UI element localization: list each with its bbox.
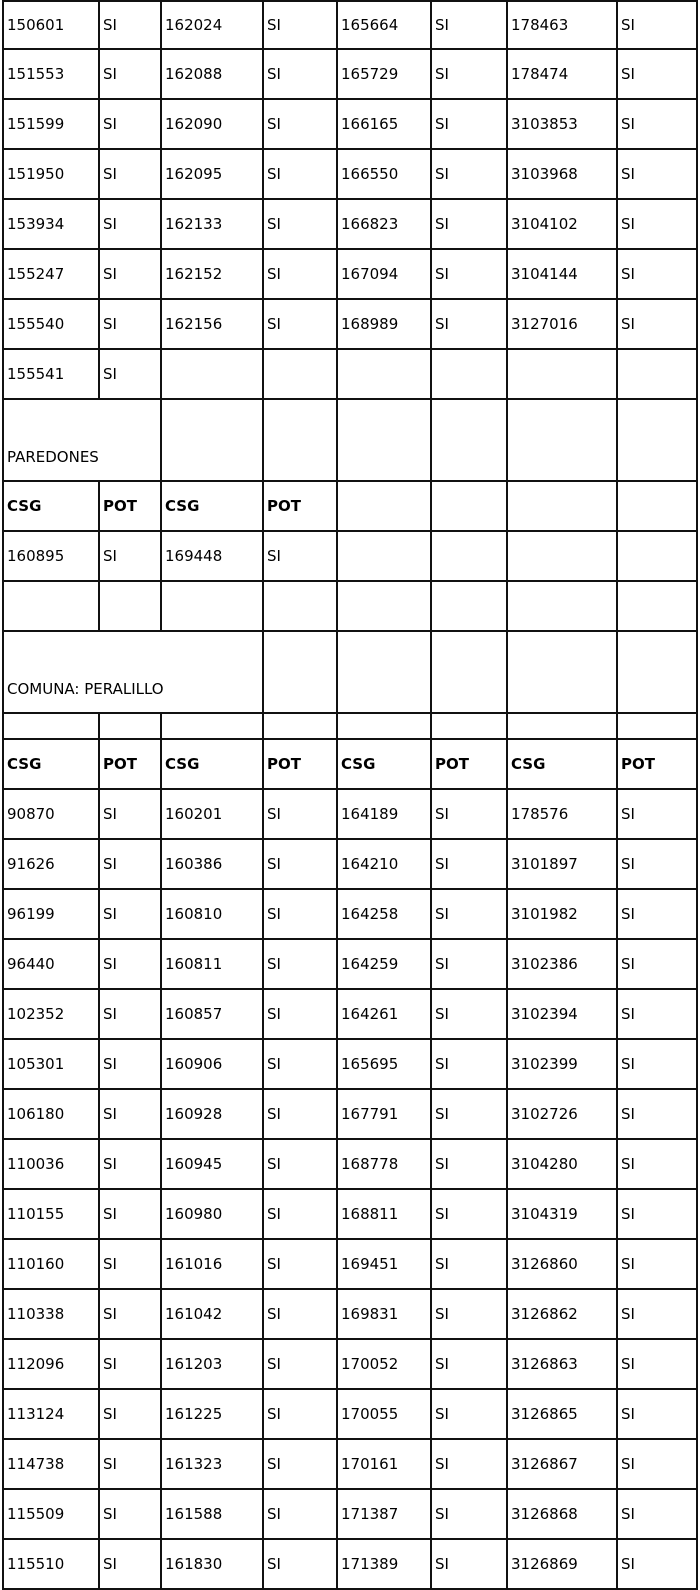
csg-cell: 164210: [338, 840, 432, 890]
empty-cell: [508, 582, 618, 632]
csg-cell: 3126863: [508, 1340, 618, 1390]
csg-header: CSG: [162, 740, 264, 790]
csg-cell: 3101897: [508, 840, 618, 890]
empty-cell: [508, 714, 618, 740]
csg-cell: 168989: [338, 300, 432, 350]
pot-cell: SI: [100, 350, 162, 400]
csg-cell: 164259: [338, 940, 432, 990]
csg-cell: 3103968: [508, 150, 618, 200]
csg-header: CSG: [162, 482, 264, 532]
csg-cell: 162095: [162, 150, 264, 200]
pot-header: POT: [618, 740, 698, 790]
empty-cell: [338, 714, 432, 740]
pot-cell: SI: [100, 1490, 162, 1540]
csg-cell: 155541: [2, 350, 100, 400]
csg-header: [338, 482, 432, 532]
pot-cell: SI: [100, 890, 162, 940]
pot-cell: SI: [100, 1090, 162, 1140]
pot-cell: [618, 350, 698, 400]
pot-cell: SI: [100, 1240, 162, 1290]
pot-cell: SI: [264, 532, 338, 582]
csg-cell: 162024: [162, 0, 264, 50]
csg-cell: 3127016: [508, 300, 618, 350]
pot-cell: SI: [432, 790, 508, 840]
csg-cell: 170161: [338, 1440, 432, 1490]
csg-cell: 161323: [162, 1440, 264, 1490]
document-table: [2, 0, 698, 1573]
pot-cell: SI: [264, 1340, 338, 1390]
csg-cell: 160811: [162, 940, 264, 990]
pot-cell: SI: [432, 940, 508, 990]
csg-cell: 155247: [2, 250, 100, 300]
pot-cell: SI: [432, 50, 508, 100]
csg-cell: 166165: [338, 100, 432, 150]
pot-cell: SI: [618, 940, 698, 990]
csg-cell: 167791: [338, 1090, 432, 1140]
csg-cell: [508, 532, 618, 582]
csg-cell: 3102726: [508, 1090, 618, 1140]
pot-cell: SI: [618, 1340, 698, 1390]
pot-cell: SI: [264, 990, 338, 1040]
empty-cell: [338, 582, 432, 632]
pot-cell: SI: [100, 940, 162, 990]
csg-cell: 160895: [2, 532, 100, 582]
pot-cell: SI: [264, 840, 338, 890]
pot-cell: SI: [432, 1440, 508, 1490]
pot-cell: SI: [100, 150, 162, 200]
pot-cell: SI: [618, 840, 698, 890]
csg-cell: 160201: [162, 790, 264, 840]
pot-cell: SI: [432, 1390, 508, 1440]
csg-cell: 91626: [2, 840, 100, 890]
csg-cell: 110036: [2, 1140, 100, 1190]
csg-header: CSG: [508, 740, 618, 790]
csg-cell: 169448: [162, 532, 264, 582]
pot-cell: [618, 532, 698, 582]
pot-cell: SI: [432, 1290, 508, 1340]
pot-cell: SI: [618, 790, 698, 840]
pot-header: POT: [432, 740, 508, 790]
pot-cell: SI: [432, 1240, 508, 1290]
csg-cell: 151553: [2, 50, 100, 100]
csg-cell: 161588: [162, 1490, 264, 1540]
empty-cell: [618, 582, 698, 632]
pot-cell: SI: [264, 890, 338, 940]
csg-cell: 114738: [2, 1440, 100, 1490]
pot-header: POT: [264, 740, 338, 790]
csg-cell: 160980: [162, 1190, 264, 1240]
pot-cell: SI: [432, 300, 508, 350]
pot-cell: SI: [432, 1090, 508, 1140]
pot-cell: [432, 532, 508, 582]
csg-cell: 178576: [508, 790, 618, 840]
pot-cell: [432, 350, 508, 400]
empty-cell: [432, 714, 508, 740]
section-label: COMUNA: PERALILLO: [2, 632, 264, 714]
pot-cell: SI: [618, 990, 698, 1040]
pot-cell: SI: [100, 790, 162, 840]
csg-cell: 161203: [162, 1340, 264, 1390]
pot-cell: SI: [432, 100, 508, 150]
csg-cell: 165729: [338, 50, 432, 100]
csg-cell: 102352: [2, 990, 100, 1040]
empty-cell: [264, 632, 338, 714]
csg-cell: 151950: [2, 150, 100, 200]
csg-cell: 166550: [338, 150, 432, 200]
csg-cell: 3103853: [508, 100, 618, 150]
csg-cell: 3104319: [508, 1190, 618, 1240]
csg-cell: 3104102: [508, 200, 618, 250]
pot-header: [432, 482, 508, 532]
empty-cell: [508, 632, 618, 714]
empty-cell: [2, 714, 100, 740]
pot-cell: SI: [432, 1540, 508, 1590]
csg-cell: 162152: [162, 250, 264, 300]
csg-cell: 170055: [338, 1390, 432, 1440]
pot-header: POT: [264, 482, 338, 532]
pot-cell: SI: [264, 1090, 338, 1140]
pot-cell: SI: [618, 200, 698, 250]
csg-cell: 160810: [162, 890, 264, 940]
empty-cell: [264, 400, 338, 482]
csg-cell: 162133: [162, 200, 264, 250]
csg-cell: 169451: [338, 1240, 432, 1290]
pot-cell: SI: [264, 200, 338, 250]
empty-cell: [264, 714, 338, 740]
pot-cell: SI: [618, 100, 698, 150]
pot-cell: SI: [432, 1190, 508, 1240]
csg-cell: 161225: [162, 1390, 264, 1440]
empty-cell: [432, 582, 508, 632]
csg-header: CSG: [2, 740, 100, 790]
csg-cell: 178463: [508, 0, 618, 50]
pot-cell: SI: [618, 1240, 698, 1290]
csg-cell: 162156: [162, 300, 264, 350]
csg-cell: 3102386: [508, 940, 618, 990]
pot-cell: SI: [264, 1140, 338, 1190]
pot-cell: SI: [618, 890, 698, 940]
pot-cell: SI: [432, 0, 508, 50]
empty-cell: [618, 400, 698, 482]
empty-cell: [338, 400, 432, 482]
csg-cell: 3126869: [508, 1540, 618, 1590]
pot-cell: SI: [100, 1140, 162, 1190]
csg-cell: 162088: [162, 50, 264, 100]
pot-cell: SI: [264, 1540, 338, 1590]
pot-cell: SI: [100, 1440, 162, 1490]
csg-cell: 164261: [338, 990, 432, 1040]
pot-cell: SI: [618, 250, 698, 300]
pot-cell: SI: [618, 1490, 698, 1540]
pot-cell: SI: [618, 1090, 698, 1140]
pot-cell: SI: [264, 790, 338, 840]
csg-cell: 115510: [2, 1540, 100, 1590]
csg-cell: 161016: [162, 1240, 264, 1290]
csg-cell: 155540: [2, 300, 100, 350]
pot-cell: SI: [618, 1540, 698, 1590]
csg-cell: 169831: [338, 1290, 432, 1340]
pot-cell: SI: [264, 100, 338, 150]
csg-cell: 165664: [338, 0, 432, 50]
pot-cell: SI: [264, 250, 338, 300]
section-label: PAREDONES: [2, 400, 162, 482]
csg-header: CSG: [338, 740, 432, 790]
csg-cell: 3102399: [508, 1040, 618, 1090]
csg-cell: 160857: [162, 990, 264, 1040]
pot-cell: SI: [432, 1140, 508, 1190]
pot-cell: SI: [100, 50, 162, 100]
pot-cell: SI: [618, 1190, 698, 1240]
pot-cell: SI: [618, 0, 698, 50]
pot-cell: SI: [264, 940, 338, 990]
csg-cell: 3126865: [508, 1390, 618, 1440]
csg-cell: 167094: [338, 250, 432, 300]
pot-header: [618, 482, 698, 532]
empty-cell: [508, 400, 618, 482]
empty-cell: [618, 714, 698, 740]
pot-cell: SI: [432, 150, 508, 200]
csg-cell: 150601: [2, 0, 100, 50]
csg-cell: 3104144: [508, 250, 618, 300]
csg-cell: 164258: [338, 890, 432, 940]
pot-cell: SI: [100, 0, 162, 50]
pot-cell: SI: [618, 50, 698, 100]
pot-cell: SI: [432, 200, 508, 250]
pot-cell: SI: [264, 1040, 338, 1090]
csg-cell: 178474: [508, 50, 618, 100]
pot-cell: SI: [432, 840, 508, 890]
pot-cell: SI: [100, 840, 162, 890]
csg-cell: [162, 350, 264, 400]
pot-cell: SI: [100, 1340, 162, 1390]
pot-cell: [264, 350, 338, 400]
empty-cell: [432, 400, 508, 482]
csg-cell: [508, 350, 618, 400]
csg-cell: 110338: [2, 1290, 100, 1340]
empty-cell: [100, 714, 162, 740]
csg-cell: 162090: [162, 100, 264, 150]
pot-cell: SI: [618, 1140, 698, 1190]
pot-cell: SI: [100, 100, 162, 150]
pot-cell: SI: [618, 1290, 698, 1340]
pot-cell: SI: [100, 1390, 162, 1440]
empty-cell: [2, 582, 100, 632]
csg-cell: 165695: [338, 1040, 432, 1090]
empty-cell: [162, 400, 264, 482]
empty-cell: [162, 714, 264, 740]
pot-cell: SI: [264, 1190, 338, 1240]
csg-cell: 168811: [338, 1190, 432, 1240]
csg-cell: 170052: [338, 1340, 432, 1390]
pot-cell: SI: [618, 1040, 698, 1090]
csg-cell: 110160: [2, 1240, 100, 1290]
csg-cell: 164189: [338, 790, 432, 840]
pot-cell: SI: [432, 1340, 508, 1390]
pot-cell: SI: [432, 250, 508, 300]
pot-cell: SI: [264, 1490, 338, 1540]
csg-cell: 3126868: [508, 1490, 618, 1540]
csg-cell: 3101982: [508, 890, 618, 940]
csg-cell: 151599: [2, 100, 100, 150]
pot-cell: SI: [100, 1290, 162, 1340]
csg-cell: 160928: [162, 1090, 264, 1140]
csg-cell: 105301: [2, 1040, 100, 1090]
pot-cell: SI: [100, 200, 162, 250]
pot-cell: SI: [432, 890, 508, 940]
csg-cell: 160906: [162, 1040, 264, 1090]
pot-cell: SI: [618, 300, 698, 350]
csg-cell: 3126860: [508, 1240, 618, 1290]
pot-cell: SI: [100, 1540, 162, 1590]
csg-cell: 113124: [2, 1390, 100, 1440]
pot-cell: SI: [100, 1190, 162, 1240]
empty-cell: [100, 582, 162, 632]
csg-cell: [338, 532, 432, 582]
pot-cell: SI: [432, 990, 508, 1040]
csg-cell: 171387: [338, 1490, 432, 1540]
csg-cell: 3104280: [508, 1140, 618, 1190]
csg-cell: 3102394: [508, 990, 618, 1040]
csg-cell: 112096: [2, 1340, 100, 1390]
csg-cell: [338, 350, 432, 400]
pot-cell: SI: [100, 532, 162, 582]
pot-cell: SI: [264, 0, 338, 50]
pot-cell: SI: [432, 1490, 508, 1540]
pot-cell: SI: [618, 1390, 698, 1440]
csg-header: CSG: [2, 482, 100, 532]
csg-cell: 3126867: [508, 1440, 618, 1490]
pot-cell: SI: [264, 1440, 338, 1490]
csg-cell: 96440: [2, 940, 100, 990]
empty-cell: [432, 632, 508, 714]
csg-cell: 115509: [2, 1490, 100, 1540]
csg-cell: 110155: [2, 1190, 100, 1240]
empty-cell: [618, 632, 698, 714]
pot-cell: SI: [618, 150, 698, 200]
pot-cell: SI: [264, 1390, 338, 1440]
empty-cell: [162, 582, 264, 632]
csg-cell: 153934: [2, 200, 100, 250]
pot-cell: SI: [100, 1040, 162, 1090]
pot-header: POT: [100, 482, 162, 532]
pot-cell: SI: [264, 1240, 338, 1290]
csg-cell: 160945: [162, 1140, 264, 1190]
csg-cell: 106180: [2, 1090, 100, 1140]
pot-cell: SI: [432, 1040, 508, 1090]
csg-cell: 96199: [2, 890, 100, 940]
csg-cell: 160386: [162, 840, 264, 890]
csg-cell: 161830: [162, 1540, 264, 1590]
empty-cell: [338, 632, 432, 714]
pot-cell: SI: [264, 300, 338, 350]
pot-cell: SI: [618, 1440, 698, 1490]
pot-cell: SI: [100, 990, 162, 1040]
csg-cell: 90870: [2, 790, 100, 840]
pot-header: POT: [100, 740, 162, 790]
csg-cell: 161042: [162, 1290, 264, 1340]
csg-header: [508, 482, 618, 532]
pot-cell: SI: [100, 300, 162, 350]
csg-cell: 171389: [338, 1540, 432, 1590]
csg-cell: 168778: [338, 1140, 432, 1190]
csg-cell: 166823: [338, 200, 432, 250]
csg-cell: 3126862: [508, 1290, 618, 1340]
pot-cell: SI: [100, 250, 162, 300]
empty-cell: [264, 582, 338, 632]
pot-cell: SI: [264, 1290, 338, 1340]
pot-cell: SI: [264, 50, 338, 100]
pot-cell: SI: [264, 150, 338, 200]
